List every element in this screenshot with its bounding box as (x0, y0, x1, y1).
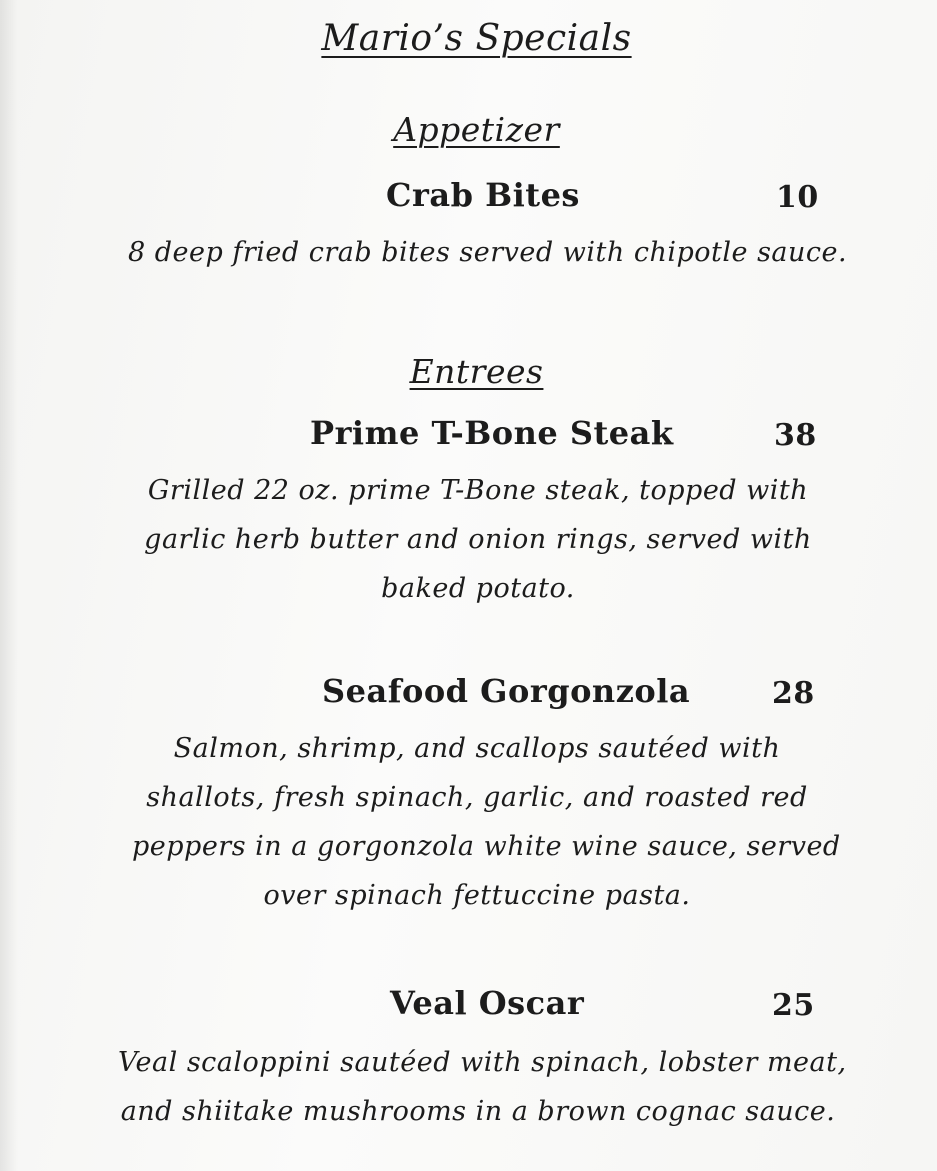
item-name-prime-t-bone-steak: Prime T-Bone Steak (310, 414, 674, 452)
description-line: garlic herb butter and onion rings, served with (144, 524, 812, 555)
item-name-veal-oscar: Veal Oscar (390, 984, 585, 1022)
item-price-seafood-gorgonzola: 28 (772, 676, 815, 711)
item-name-seafood-gorgonzola: Seafood Gorgonzola (322, 672, 691, 710)
page-edge-shadow (0, 0, 18, 1171)
section-heading-appetizer: Appetizer (393, 110, 560, 149)
description-line: and shiitake mushrooms in a brown cognac sauce. (120, 1096, 836, 1127)
item-price-crab-bites: 10 (776, 180, 819, 215)
item-description-veal-oscar (118, 1038, 847, 1136)
description-line: baked potato. (381, 573, 575, 604)
description-line: Grilled 22 oz. prime T-Bone steak, topped with (147, 475, 809, 506)
item-description-crab-bites (128, 228, 848, 277)
menu-title: Mario’s Specials (321, 18, 632, 59)
description-line: Veal scaloppini sautéed with spinach, lobster meat, (118, 1047, 847, 1078)
item-name-crab-bites: Crab Bites (386, 176, 580, 214)
item-description-seafood-gorgonzola (132, 724, 841, 920)
description-line: peppers in a gorgonzola white wine sauce, served (132, 831, 841, 862)
description-line: over spinach fettuccine pasta. (263, 880, 691, 911)
item-description-prime-t-bone-steak (138, 466, 818, 613)
description-line: Salmon, shrimp, and scallops sautéed with (173, 733, 781, 764)
section-heading-entrees: Entrees (409, 352, 544, 391)
description-line: shallots, fresh spinach, garlic, and roasted red (146, 782, 808, 813)
description-line: 8 deep fried crab bites served with chipotle sauce. (128, 237, 848, 268)
item-price-veal-oscar: 25 (772, 988, 815, 1023)
item-price-prime-t-bone-steak: 38 (774, 418, 817, 453)
